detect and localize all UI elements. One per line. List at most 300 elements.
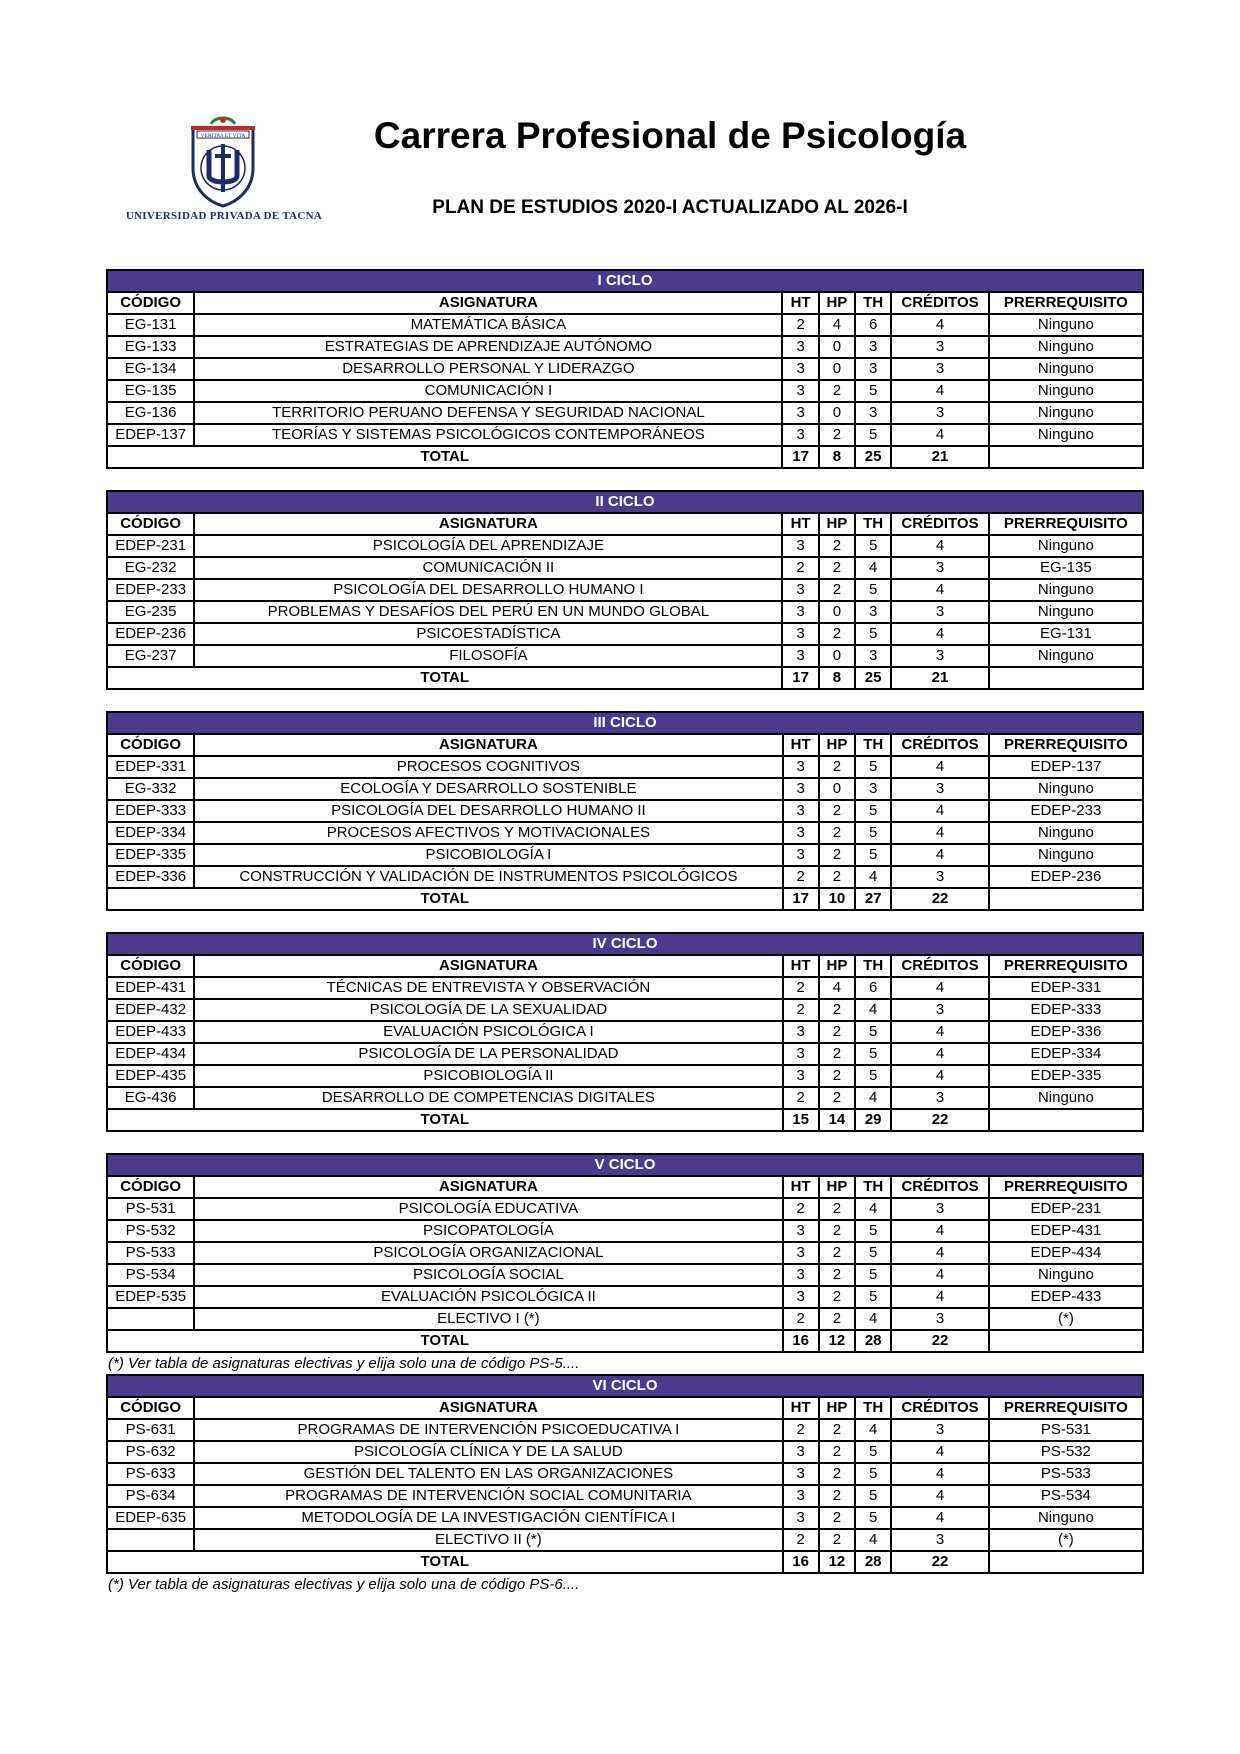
course-prerequisite: Ninguno bbox=[989, 535, 1143, 557]
col-creditos: CRÉDITOS bbox=[891, 292, 988, 314]
table-row bbox=[107, 1529, 1143, 1551]
course-prerequisite: EDEP-336 bbox=[989, 1021, 1143, 1043]
table-row bbox=[107, 424, 1143, 446]
cycle-footnote: (*) Ver tabla de asignaturas electivas y elija solo una de código PS-5.... bbox=[108, 1355, 580, 1372]
course-hp: 0 bbox=[819, 645, 855, 667]
total-label: TOTAL bbox=[107, 1330, 783, 1352]
course-th: 5 bbox=[855, 623, 891, 645]
course-th: 5 bbox=[855, 1264, 891, 1286]
course-th: 5 bbox=[855, 800, 891, 822]
course-th: 5 bbox=[855, 1065, 891, 1087]
course-code: EG-436 bbox=[107, 1087, 194, 1109]
table-row bbox=[107, 1198, 1143, 1220]
course-ht: 3 bbox=[783, 800, 819, 822]
course-code: EDEP-137 bbox=[107, 424, 194, 446]
total-credits: 21 bbox=[891, 446, 988, 468]
col-ht: HT bbox=[782, 513, 818, 535]
cycle-spacer bbox=[106, 911, 1144, 932]
col-hp: HP bbox=[819, 1176, 855, 1198]
col-prerrequisito: PRERREQUISITO bbox=[989, 1176, 1143, 1198]
table-row bbox=[107, 579, 1143, 601]
course-credits: 4 bbox=[891, 1043, 988, 1065]
course-credits: 3 bbox=[891, 1308, 988, 1330]
course-prerequisite: Ninguno bbox=[989, 1087, 1143, 1109]
col-asignatura: ASIGNATURA bbox=[194, 292, 782, 314]
course-name: DESARROLLO DE COMPETENCIAS DIGITALES bbox=[194, 1087, 782, 1109]
total-credits: 22 bbox=[891, 1551, 988, 1573]
table-row bbox=[107, 778, 1143, 800]
total-row bbox=[107, 1109, 1143, 1131]
course-name: PSICOLOGÍA DEL DESARROLLO HUMANO II bbox=[194, 800, 782, 822]
course-hp: 2 bbox=[819, 1220, 855, 1242]
course-code: EG-134 bbox=[107, 358, 194, 380]
course-prerequisite: EDEP-433 bbox=[989, 1286, 1143, 1308]
course-prerequisite: EDEP-236 bbox=[989, 866, 1143, 888]
course-credits: 4 bbox=[891, 1021, 988, 1043]
course-name: ESTRATEGIAS DE APRENDIZAJE AUTÓNOMO bbox=[194, 336, 782, 358]
course-ht: 3 bbox=[782, 358, 818, 380]
table-row bbox=[107, 756, 1143, 778]
total-label: TOTAL bbox=[107, 446, 782, 468]
col-prerrequisito: PRERREQUISITO bbox=[989, 513, 1143, 535]
course-prerequisite: Ninguno bbox=[989, 645, 1143, 667]
table-row bbox=[107, 1043, 1143, 1065]
course-name: PSICOLOGÍA ORGANIZACIONAL bbox=[194, 1242, 782, 1264]
course-prerequisite: Ninguno bbox=[989, 380, 1143, 402]
course-code: EG-135 bbox=[107, 380, 194, 402]
course-credits: 3 bbox=[891, 336, 988, 358]
course-code: EDEP-233 bbox=[107, 579, 194, 601]
total-ht: 17 bbox=[782, 446, 818, 468]
course-prerequisite: EG-131 bbox=[989, 623, 1143, 645]
course-code: EG-232 bbox=[107, 557, 194, 579]
course-name: COMUNICACIÓN I bbox=[194, 380, 782, 402]
col-codigo: CÓDIGO bbox=[107, 1397, 194, 1419]
course-name: PSICOESTADÍSTICA bbox=[194, 623, 782, 645]
course-ht: 2 bbox=[782, 314, 818, 336]
course-code: PS-532 bbox=[107, 1220, 194, 1242]
course-name: PSICOBIOLOGÍA II bbox=[194, 1065, 782, 1087]
course-th: 4 bbox=[855, 1529, 891, 1551]
course-credits: 3 bbox=[891, 1529, 988, 1551]
total-label: TOTAL bbox=[107, 1551, 783, 1573]
col-asignatura: ASIGNATURA bbox=[194, 734, 782, 756]
course-hp: 2 bbox=[819, 1463, 855, 1485]
study-plan bbox=[106, 269, 1144, 1595]
course-th: 6 bbox=[855, 314, 891, 336]
column-header-row bbox=[107, 1176, 1143, 1198]
table-row bbox=[107, 1065, 1143, 1087]
total-row bbox=[107, 888, 1143, 910]
col-codigo: CÓDIGO bbox=[107, 513, 194, 535]
table-row bbox=[107, 1463, 1143, 1485]
course-ht: 3 bbox=[783, 1463, 819, 1485]
course-ht: 2 bbox=[783, 1419, 819, 1441]
course-hp: 2 bbox=[819, 579, 855, 601]
col-th: TH bbox=[855, 955, 891, 977]
course-code: EDEP-231 bbox=[107, 535, 194, 557]
col-ht: HT bbox=[782, 292, 818, 314]
table-row bbox=[107, 1264, 1143, 1286]
col-hp: HP bbox=[819, 1397, 855, 1419]
total-credits: 21 bbox=[891, 667, 988, 689]
total-th: 28 bbox=[855, 1330, 891, 1352]
course-credits: 4 bbox=[891, 535, 988, 557]
course-hp: 2 bbox=[819, 1286, 855, 1308]
table-row bbox=[107, 1419, 1143, 1441]
crest-motto: VERITAS ET VITA bbox=[200, 133, 246, 139]
table-row bbox=[107, 1507, 1143, 1529]
course-name: PSICOPATOLOGÍA bbox=[194, 1220, 782, 1242]
course-credits: 4 bbox=[891, 424, 988, 446]
course-code: EG-237 bbox=[107, 645, 194, 667]
course-name: GESTIÓN DEL TALENTO EN LAS ORGANIZACIONES bbox=[194, 1463, 782, 1485]
course-code: EDEP-336 bbox=[107, 866, 194, 888]
course-th: 5 bbox=[855, 535, 891, 557]
course-prerequisite: EDEP-137 bbox=[989, 756, 1143, 778]
page-subtitle: PLAN DE ESTUDIOS 2020-I ACTUALIZADO AL 2026-I bbox=[432, 197, 908, 218]
course-hp: 2 bbox=[819, 844, 855, 866]
course-code: EDEP-431 bbox=[107, 977, 194, 999]
total-blank bbox=[989, 888, 1143, 910]
column-header-row bbox=[107, 1397, 1143, 1419]
course-th: 5 bbox=[855, 424, 891, 446]
course-hp: 4 bbox=[819, 314, 855, 336]
cycle-title: III CICLO bbox=[107, 712, 1143, 734]
cycle-title: V CICLO bbox=[107, 1154, 1143, 1176]
course-hp: 2 bbox=[819, 1242, 855, 1264]
cycle-table bbox=[106, 932, 1144, 1132]
course-credits: 4 bbox=[891, 800, 988, 822]
col-creditos: CRÉDITOS bbox=[891, 734, 988, 756]
course-credits: 3 bbox=[891, 358, 988, 380]
course-ht: 3 bbox=[783, 1441, 819, 1463]
course-credits: 4 bbox=[891, 1242, 988, 1264]
course-name: ELECTIVO II (*) bbox=[194, 1529, 782, 1551]
col-ht: HT bbox=[783, 1397, 819, 1419]
course-ht: 3 bbox=[783, 1485, 819, 1507]
course-prerequisite: EDEP-233 bbox=[989, 800, 1143, 822]
course-credits: 4 bbox=[891, 1507, 988, 1529]
table-row bbox=[107, 800, 1143, 822]
total-credits: 22 bbox=[891, 888, 988, 910]
course-prerequisite: EDEP-434 bbox=[989, 1242, 1143, 1264]
course-code: EG-133 bbox=[107, 336, 194, 358]
course-hp: 2 bbox=[819, 557, 855, 579]
course-code: EDEP-435 bbox=[107, 1065, 194, 1087]
course-name: PSICOLOGÍA SOCIAL bbox=[194, 1264, 782, 1286]
total-ht: 16 bbox=[783, 1551, 819, 1573]
total-hp: 14 bbox=[819, 1109, 855, 1131]
course-prerequisite: Ninguno bbox=[989, 844, 1143, 866]
course-th: 5 bbox=[855, 380, 891, 402]
course-th: 5 bbox=[855, 1043, 891, 1065]
course-credits: 3 bbox=[891, 1087, 988, 1109]
total-credits: 22 bbox=[891, 1109, 988, 1131]
course-th: 3 bbox=[855, 778, 891, 800]
course-prerequisite: Ninguno bbox=[989, 402, 1143, 424]
course-ht: 2 bbox=[783, 1198, 819, 1220]
cycle-table bbox=[106, 1153, 1144, 1353]
cycle-table bbox=[106, 490, 1144, 690]
course-ht: 2 bbox=[783, 1529, 819, 1551]
course-name: PSICOLOGÍA DE LA PERSONALIDAD bbox=[194, 1043, 782, 1065]
col-codigo: CÓDIGO bbox=[107, 292, 194, 314]
course-name: TÉCNICAS DE ENTREVISTA Y OBSERVACIÓN bbox=[194, 977, 782, 999]
course-ht: 2 bbox=[782, 557, 818, 579]
table-row bbox=[107, 535, 1143, 557]
course-name: PSICOLOGÍA CLÍNICA Y DE LA SALUD bbox=[194, 1441, 782, 1463]
total-th: 27 bbox=[855, 888, 891, 910]
table-row bbox=[107, 601, 1143, 623]
course-prerequisite: EDEP-334 bbox=[989, 1043, 1143, 1065]
col-creditos: CRÉDITOS bbox=[891, 1176, 988, 1198]
col-codigo: CÓDIGO bbox=[107, 734, 194, 756]
column-header-row bbox=[107, 955, 1143, 977]
table-row bbox=[107, 977, 1143, 999]
table-row bbox=[107, 1485, 1143, 1507]
course-th: 3 bbox=[855, 358, 891, 380]
total-credits: 22 bbox=[891, 1330, 988, 1352]
course-name: CONSTRUCCIÓN Y VALIDACIÓN DE INSTRUMENTOS PSICOLÓGICOS bbox=[194, 866, 782, 888]
course-code: PS-632 bbox=[107, 1441, 194, 1463]
cycle-table bbox=[106, 1374, 1144, 1574]
course-prerequisite: EG-135 bbox=[989, 557, 1143, 579]
course-credits: 4 bbox=[891, 844, 988, 866]
page-title: Carrera Profesional de Psicología bbox=[373, 115, 967, 156]
course-code: EG-332 bbox=[107, 778, 194, 800]
course-ht: 2 bbox=[783, 977, 819, 999]
course-th: 3 bbox=[855, 402, 891, 424]
course-ht: 3 bbox=[783, 1021, 819, 1043]
table-row bbox=[107, 844, 1143, 866]
cycle-title: VI CICLO bbox=[107, 1375, 1143, 1397]
course-code: EDEP-333 bbox=[107, 800, 194, 822]
course-ht: 3 bbox=[782, 424, 818, 446]
total-row bbox=[107, 446, 1143, 468]
cycle-section bbox=[106, 269, 1144, 490]
course-ht: 3 bbox=[783, 1242, 819, 1264]
table-row bbox=[107, 999, 1143, 1021]
course-ht: 3 bbox=[782, 623, 818, 645]
course-hp: 2 bbox=[819, 866, 855, 888]
course-hp: 2 bbox=[819, 1264, 855, 1286]
course-name: PSICOLOGÍA DEL APRENDIZAJE bbox=[194, 535, 782, 557]
course-ht: 3 bbox=[783, 844, 819, 866]
total-ht: 17 bbox=[783, 888, 819, 910]
course-ht: 3 bbox=[783, 1264, 819, 1286]
course-code: EDEP-331 bbox=[107, 756, 194, 778]
total-hp: 12 bbox=[819, 1551, 855, 1573]
course-th: 4 bbox=[855, 1087, 891, 1109]
course-hp: 0 bbox=[819, 358, 855, 380]
table-row bbox=[107, 358, 1143, 380]
course-prerequisite: EDEP-333 bbox=[989, 999, 1143, 1021]
cycle-section bbox=[106, 1153, 1144, 1374]
course-hp: 2 bbox=[819, 623, 855, 645]
university-name: UNIVERSIDAD PRIVADA DE TACNA bbox=[125, 210, 323, 222]
course-ht: 3 bbox=[782, 579, 818, 601]
col-hp: HP bbox=[819, 513, 855, 535]
course-hp: 2 bbox=[819, 535, 855, 557]
col-th: TH bbox=[855, 1397, 891, 1419]
table-row bbox=[107, 1308, 1143, 1330]
cycle-section bbox=[106, 1374, 1144, 1595]
course-ht: 3 bbox=[783, 1065, 819, 1087]
total-row bbox=[107, 1330, 1143, 1352]
course-prerequisite: Ninguno bbox=[989, 314, 1143, 336]
total-th: 29 bbox=[855, 1109, 891, 1131]
course-prerequisite: (*) bbox=[989, 1308, 1143, 1330]
course-prerequisite: (*) bbox=[989, 1529, 1143, 1551]
course-code: EDEP-335 bbox=[107, 844, 194, 866]
course-credits: 3 bbox=[891, 601, 988, 623]
course-credits: 3 bbox=[891, 402, 988, 424]
course-name: EVALUACIÓN PSICOLÓGICA I bbox=[194, 1021, 782, 1043]
course-credits: 3 bbox=[891, 866, 988, 888]
cycle-footnote: (*) Ver tabla de asignaturas electivas y elija solo una de código PS-6.... bbox=[108, 1576, 580, 1593]
course-ht: 3 bbox=[783, 1507, 819, 1529]
cycle-section bbox=[106, 932, 1144, 1153]
total-ht: 15 bbox=[783, 1109, 819, 1131]
col-ht: HT bbox=[783, 1176, 819, 1198]
course-th: 5 bbox=[855, 822, 891, 844]
course-ht: 3 bbox=[783, 822, 819, 844]
course-hp: 2 bbox=[819, 800, 855, 822]
table-row bbox=[107, 336, 1143, 358]
course-ht: 3 bbox=[783, 778, 819, 800]
total-ht: 16 bbox=[783, 1330, 819, 1352]
course-name: DESARROLLO PERSONAL Y LIDERAZGO bbox=[194, 358, 782, 380]
course-ht: 3 bbox=[782, 645, 818, 667]
course-name: PROBLEMAS Y DESAFÍOS DEL PERÚ EN UN MUNDO GLOBAL bbox=[194, 601, 782, 623]
course-name: MATEMÁTICA BÁSICA bbox=[194, 314, 782, 336]
course-code: EG-235 bbox=[107, 601, 194, 623]
course-th: 4 bbox=[855, 1419, 891, 1441]
total-label: TOTAL bbox=[107, 1109, 783, 1131]
course-th: 5 bbox=[855, 1242, 891, 1264]
course-credits: 4 bbox=[891, 1065, 988, 1087]
course-code: EDEP-535 bbox=[107, 1286, 194, 1308]
course-ht: 3 bbox=[783, 1043, 819, 1065]
course-credits: 4 bbox=[891, 756, 988, 778]
university-crest-icon bbox=[181, 114, 265, 208]
course-code: PS-534 bbox=[107, 1264, 194, 1286]
course-th: 5 bbox=[855, 1021, 891, 1043]
course-th: 3 bbox=[855, 601, 891, 623]
course-hp: 0 bbox=[819, 402, 855, 424]
col-codigo: CÓDIGO bbox=[107, 1176, 194, 1198]
table-row bbox=[107, 402, 1143, 424]
table-row bbox=[107, 1242, 1143, 1264]
table-row bbox=[107, 557, 1143, 579]
course-credits: 4 bbox=[891, 1264, 988, 1286]
course-code: PS-631 bbox=[107, 1419, 194, 1441]
course-th: 4 bbox=[855, 557, 891, 579]
total-blank bbox=[989, 1330, 1143, 1352]
col-prerrequisito: PRERREQUISITO bbox=[989, 292, 1143, 314]
col-creditos: CRÉDITOS bbox=[891, 955, 988, 977]
course-name: PROCESOS AFECTIVOS Y MOTIVACIONALES bbox=[194, 822, 782, 844]
course-credits: 4 bbox=[891, 380, 988, 402]
column-header-row bbox=[107, 513, 1143, 535]
course-ht: 3 bbox=[783, 1286, 819, 1308]
cycle-table bbox=[106, 711, 1144, 911]
course-code: PS-633 bbox=[107, 1463, 194, 1485]
course-th: 5 bbox=[855, 756, 891, 778]
col-th: TH bbox=[855, 292, 891, 314]
course-name: FILOSOFÍA bbox=[194, 645, 782, 667]
course-hp: 2 bbox=[819, 822, 855, 844]
cycle-section bbox=[106, 711, 1144, 932]
col-creditos: CRÉDITOS bbox=[891, 513, 988, 535]
course-th: 4 bbox=[855, 1198, 891, 1220]
course-prerequisite: PS-534 bbox=[989, 1485, 1143, 1507]
course-hp: 2 bbox=[819, 1507, 855, 1529]
course-ht: 2 bbox=[783, 1087, 819, 1109]
course-credits: 3 bbox=[891, 557, 988, 579]
col-hp: HP bbox=[819, 292, 855, 314]
course-prerequisite: PS-532 bbox=[989, 1441, 1143, 1463]
course-hp: 2 bbox=[819, 1065, 855, 1087]
course-ht: 3 bbox=[782, 601, 818, 623]
course-hp: 2 bbox=[819, 1198, 855, 1220]
course-name: PROGRAMAS DE INTERVENCIÓN PSICOEDUCATIVA I bbox=[194, 1419, 782, 1441]
course-credits: 4 bbox=[891, 1441, 988, 1463]
course-name: METODOLOGÍA DE LA INVESTIGACIÓN CIENTÍFICA I bbox=[194, 1507, 782, 1529]
course-code bbox=[107, 1529, 194, 1551]
course-hp: 2 bbox=[819, 1087, 855, 1109]
course-credits: 3 bbox=[891, 1198, 988, 1220]
col-creditos: CRÉDITOS bbox=[891, 1397, 988, 1419]
course-prerequisite: EDEP-331 bbox=[989, 977, 1143, 999]
course-credits: 4 bbox=[891, 579, 988, 601]
col-hp: HP bbox=[819, 955, 855, 977]
course-code: PS-533 bbox=[107, 1242, 194, 1264]
course-name: PSICOLOGÍA EDUCATIVA bbox=[194, 1198, 782, 1220]
course-credits: 4 bbox=[891, 1220, 988, 1242]
total-label: TOTAL bbox=[107, 667, 782, 689]
course-prerequisite: Ninguno bbox=[989, 778, 1143, 800]
course-code: EDEP-433 bbox=[107, 1021, 194, 1043]
cycle-spacer bbox=[106, 469, 1144, 490]
course-hp: 2 bbox=[819, 1485, 855, 1507]
course-hp: 2 bbox=[819, 1308, 855, 1330]
course-prerequisite: Ninguno bbox=[989, 822, 1143, 844]
total-hp: 8 bbox=[819, 446, 855, 468]
course-th: 5 bbox=[855, 1463, 891, 1485]
course-credits: 4 bbox=[891, 977, 988, 999]
col-prerrequisito: PRERREQUISITO bbox=[989, 1397, 1143, 1419]
course-name: COMUNICACIÓN II bbox=[194, 557, 782, 579]
total-label: TOTAL bbox=[107, 888, 783, 910]
total-th: 25 bbox=[855, 446, 891, 468]
cycle-title: I CICLO bbox=[107, 270, 1143, 292]
course-prerequisite: Ninguno bbox=[989, 358, 1143, 380]
col-prerrequisito: PRERREQUISITO bbox=[989, 734, 1143, 756]
course-ht: 2 bbox=[783, 866, 819, 888]
col-asignatura: ASIGNATURA bbox=[194, 1397, 782, 1419]
cycle-section bbox=[106, 490, 1144, 711]
col-th: TH bbox=[855, 513, 891, 535]
course-credits: 4 bbox=[891, 1286, 988, 1308]
course-credits: 4 bbox=[891, 623, 988, 645]
course-name: EVALUACIÓN PSICOLÓGICA II bbox=[194, 1286, 782, 1308]
course-th: 3 bbox=[855, 645, 891, 667]
course-ht: 3 bbox=[782, 402, 818, 424]
course-ht: 3 bbox=[782, 336, 818, 358]
course-th: 4 bbox=[855, 1308, 891, 1330]
